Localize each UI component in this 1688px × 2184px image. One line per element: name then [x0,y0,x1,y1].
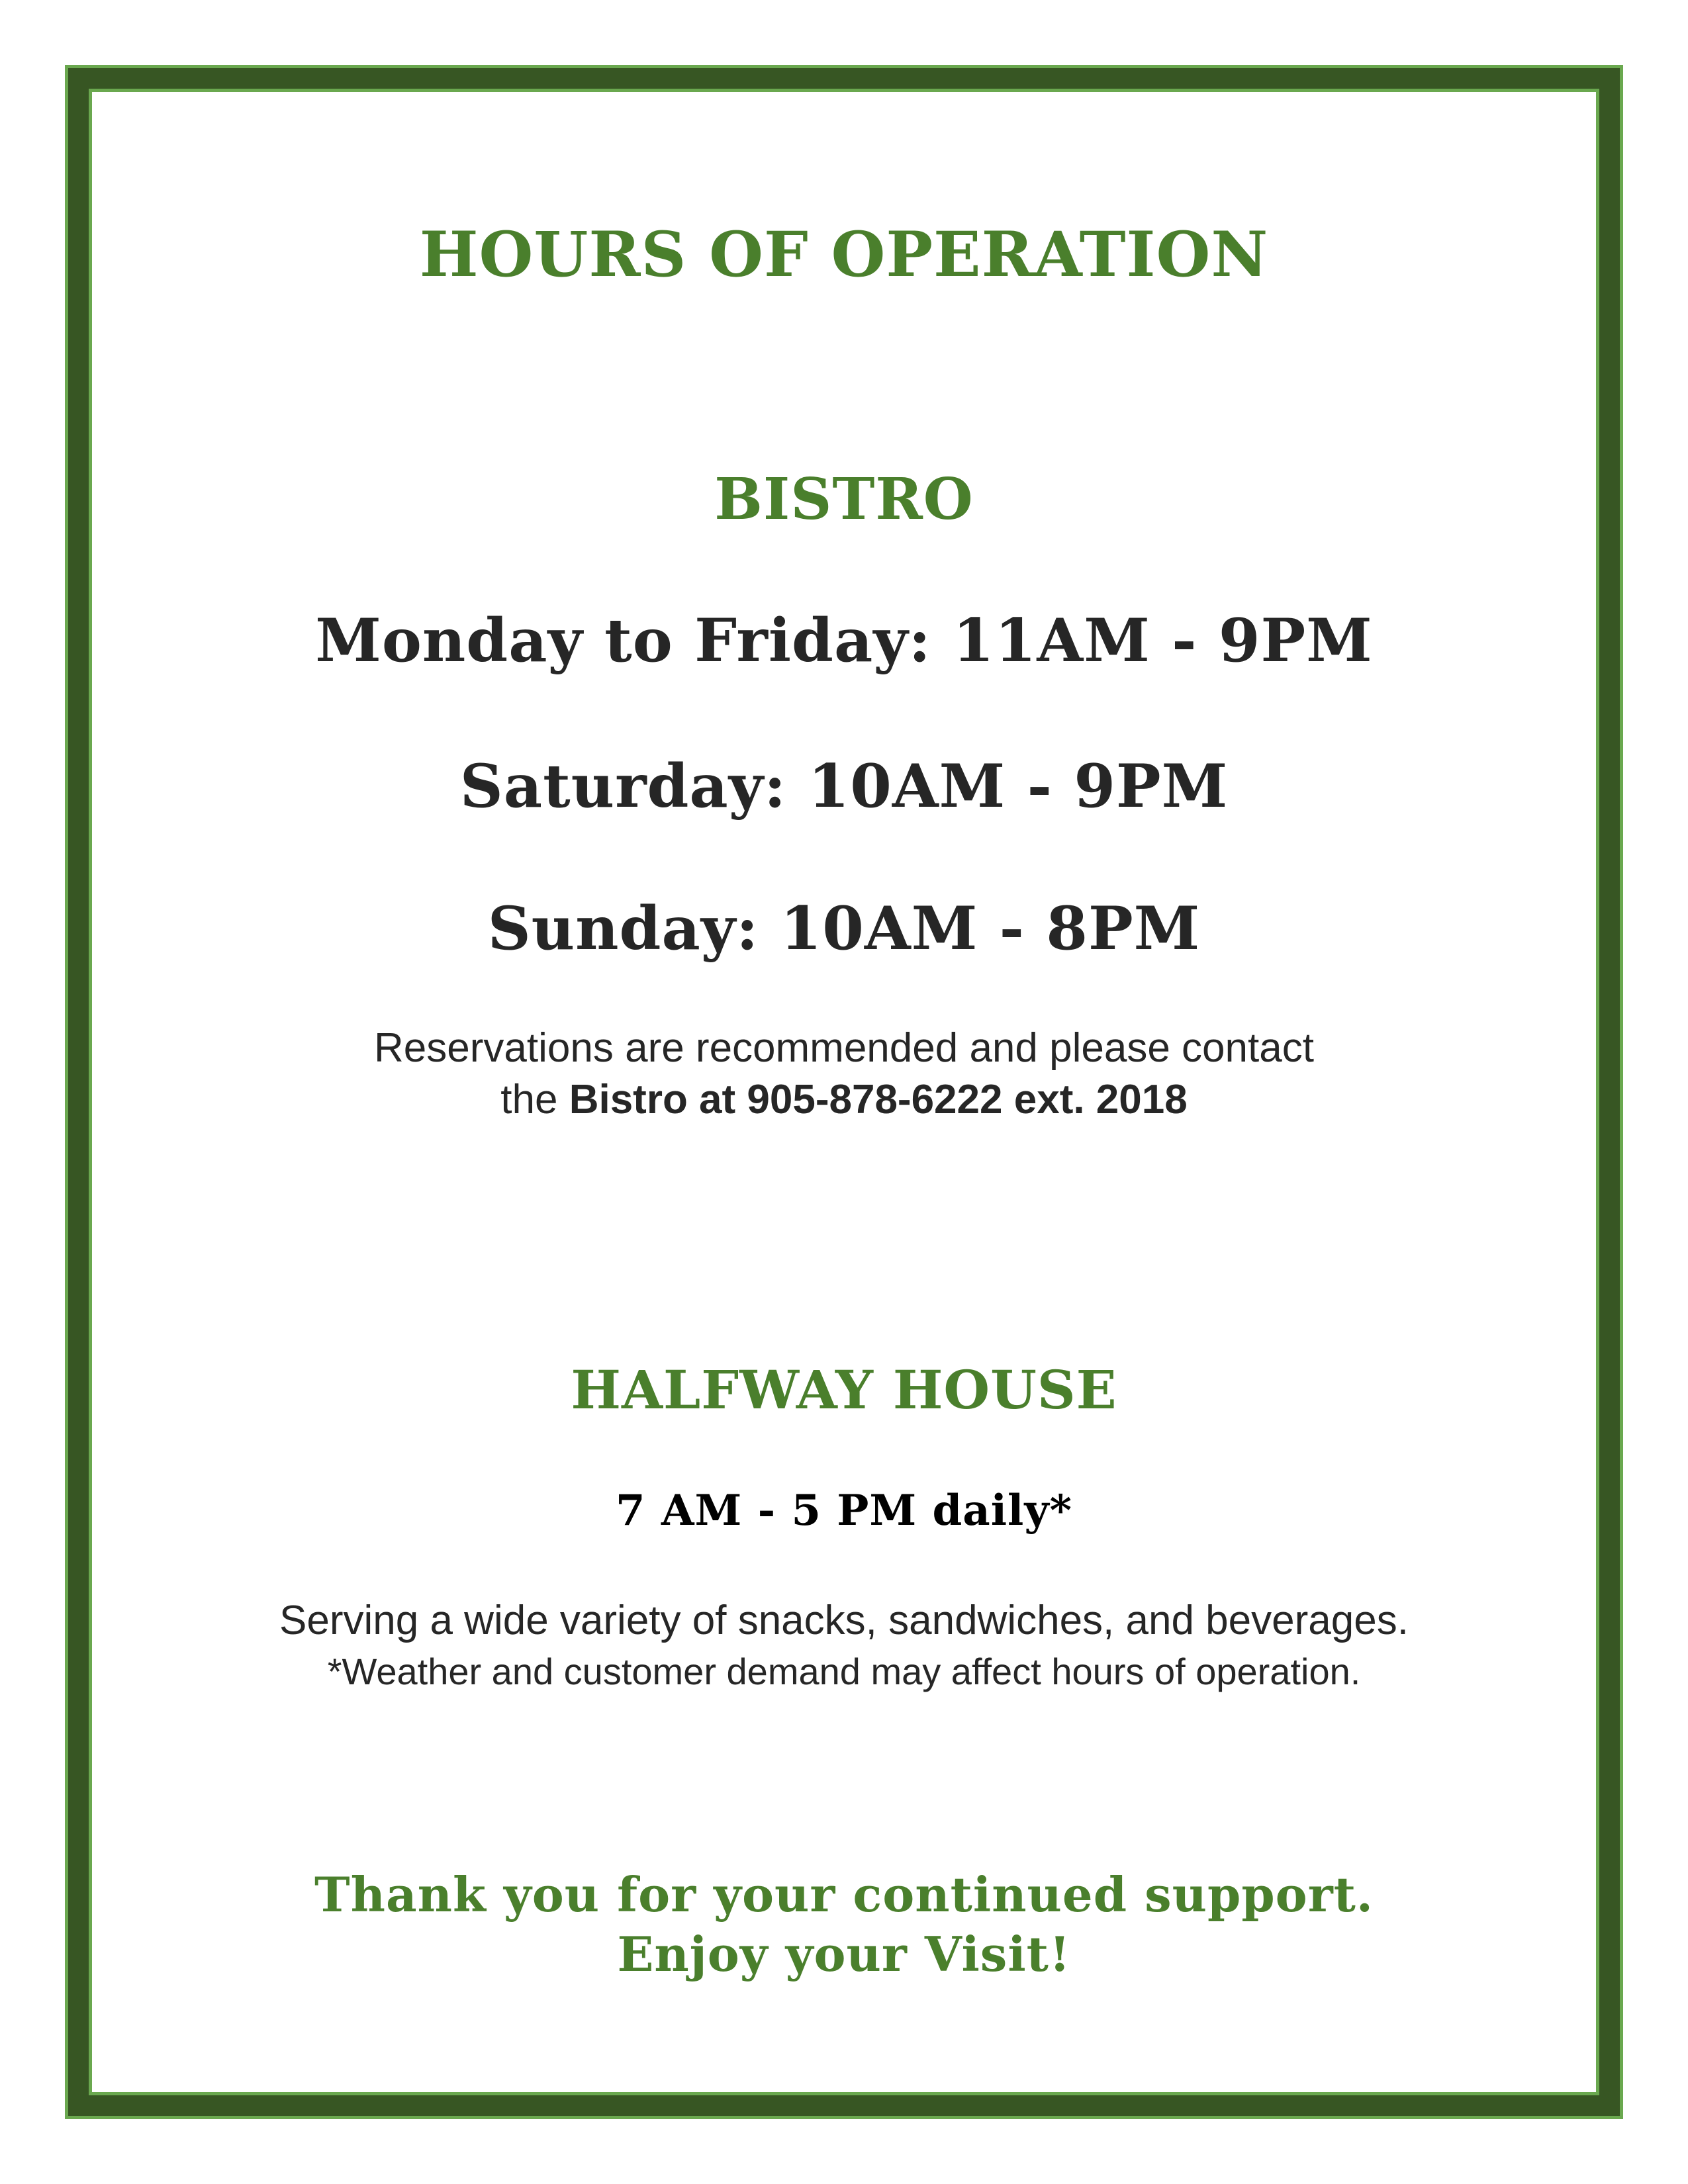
page-title: HOURS OF OPERATION [419,218,1269,291]
halfway-house-heading: HALFWAY HOUSE [571,1359,1117,1421]
reservation-note-line1: Reservations are recommended and please contact [374,1025,1314,1071]
bistro-hours-saturday: Saturday: 10AM - 9PM [459,751,1229,821]
reservation-prefix: the [500,1077,569,1122]
bistro-heading: BISTRO [714,466,974,533]
closing-enjoy: Enjoy your Visit! [617,1926,1071,1982]
halfway-house-description: Serving a wide variety of snacks, sandwiches, and beverages. [279,1598,1409,1643]
closing-thanks: Thank you for your continued support. [314,1866,1374,1923]
halfway-house-hours: 7 AM - 5 PM daily* [616,1486,1072,1535]
bistro-phone: Bistro at 905-878-6222 ext. 2018 [569,1077,1188,1122]
reservation-note-line2 [89,1074,1599,1126]
halfway-house-note: *Weather and customer demand may affect hours of operation. [327,1651,1361,1692]
bistro-hours-weekday: Monday to Friday: 11AM - 9PM [315,606,1373,676]
bistro-hours-sunday: Sunday: 10AM - 8PM [487,893,1201,964]
